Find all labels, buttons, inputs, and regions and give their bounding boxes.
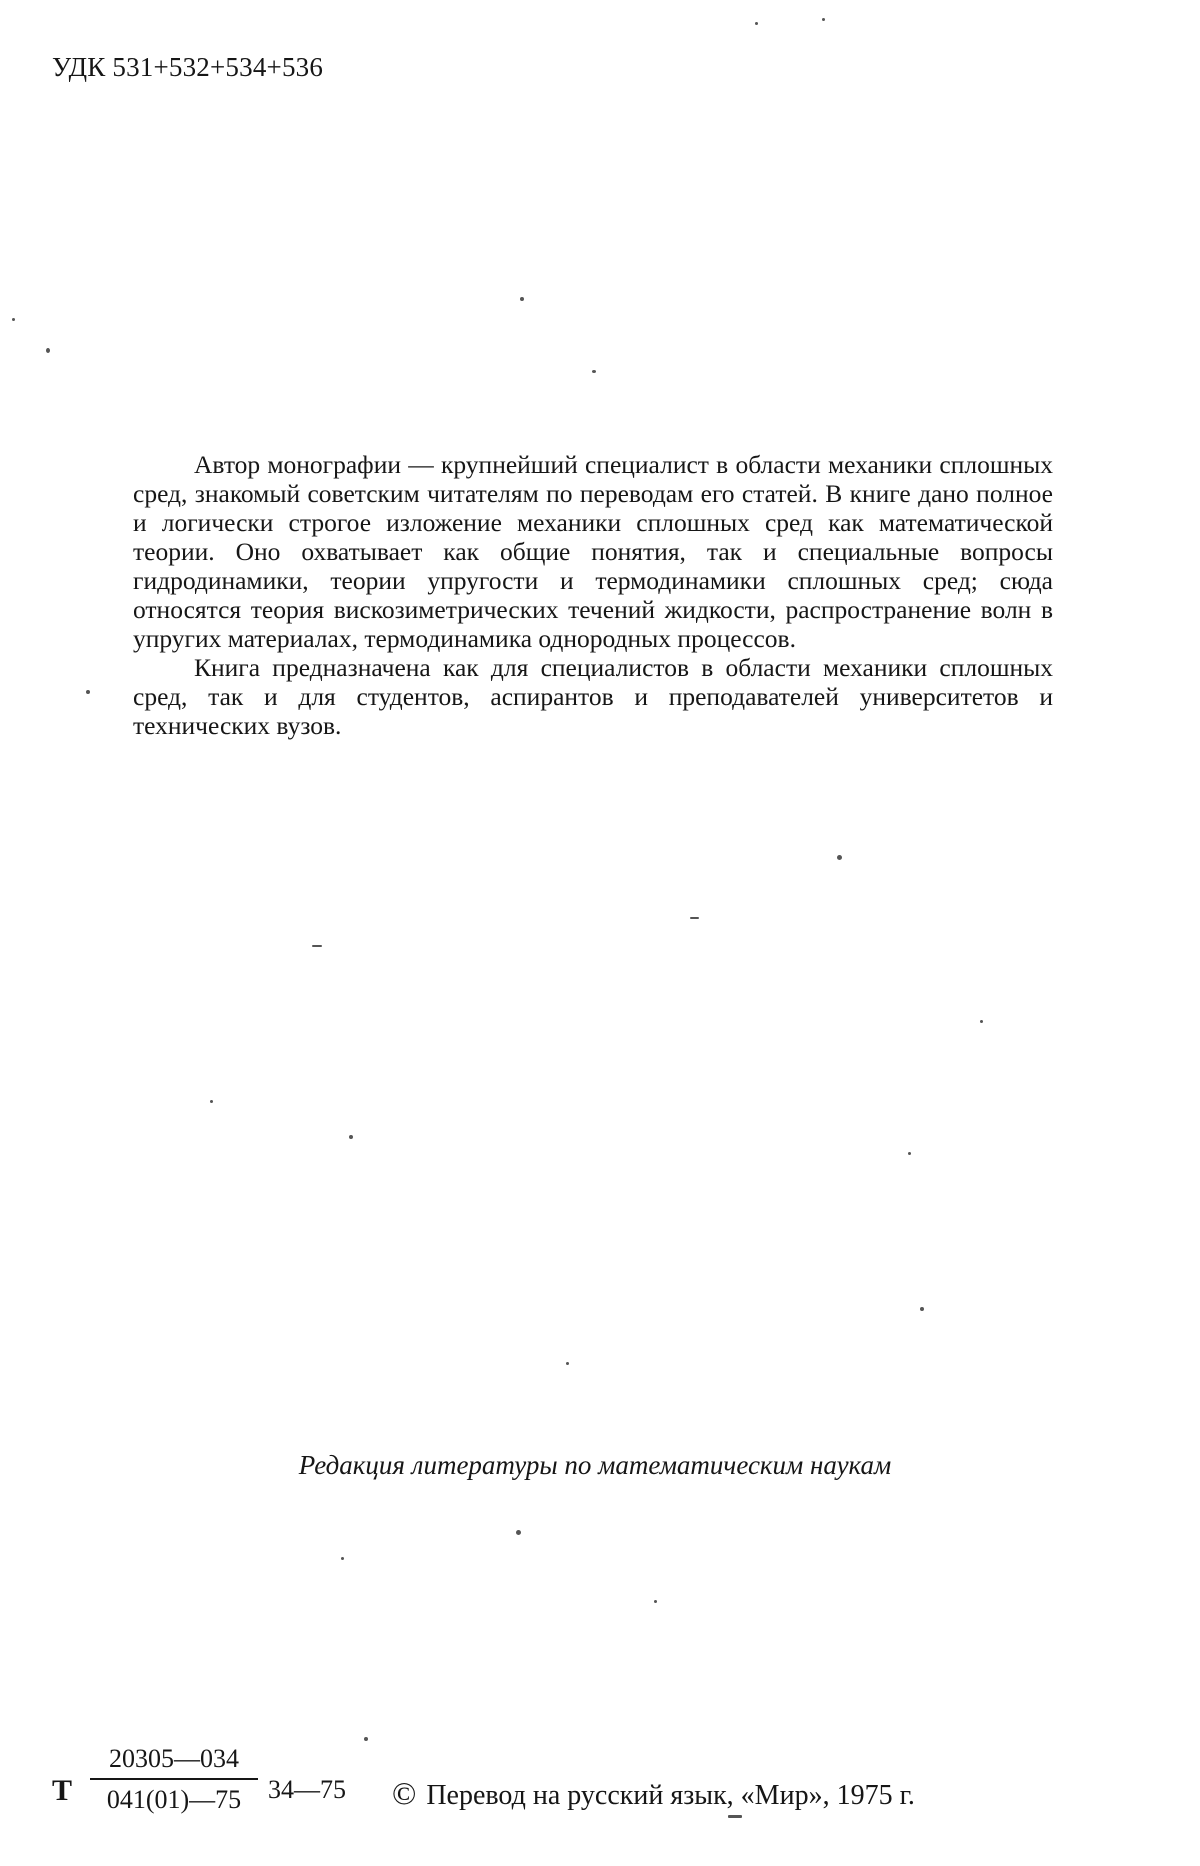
scan-speck (592, 370, 596, 373)
scan-speck (822, 18, 825, 21)
copyright-icon: © (392, 1775, 417, 1811)
scan-speck (86, 690, 90, 694)
scan-speck (980, 1020, 983, 1023)
imprint-index-numerator: 20305—034 (109, 1744, 239, 1773)
scan-speck (349, 1135, 353, 1139)
editorial-office-text: Редакция литературы по математическим наукам (298, 1450, 892, 1480)
scan-speck (654, 1600, 657, 1603)
fraction-bar (90, 1778, 258, 1780)
imprint-index-fraction (90, 1742, 258, 1817)
imprint-index-denominator: 041(01)—75 (106, 1785, 242, 1814)
annotation-paragraph-1: Автор монографии — крупнейший специалист в области механики сплошных сред, знакомый советским читателям по переводам его статей. В книге дано полное и логически строгое изложение механики сплошных сред как математической теории. Оно охватывает как общие понятия, так и специальные вопросы гидродинамики, теории упругости и термодинамики сплошных сред; сюда относятся теория вискозиметрических течений жидкости, распространение волн в упругих материалах, термодинамика однородных процессов. (133, 450, 1053, 653)
copyright-notice (392, 1775, 915, 1812)
annotation-block (133, 450, 1053, 740)
scan-speck (690, 917, 699, 919)
scan-speck (364, 1737, 368, 1741)
scan-speck (755, 22, 758, 25)
scan-speck (566, 1362, 569, 1365)
scan-speck (920, 1307, 924, 1311)
scan-speck (520, 297, 524, 301)
scan-speck (516, 1530, 521, 1535)
scan-speck (312, 945, 322, 947)
copyright-text: Перевод на русский язык, «Мир», 1975 г. (426, 1780, 915, 1811)
scan-speck (837, 855, 842, 860)
scan-speck (210, 1100, 213, 1103)
scan-speck (46, 348, 50, 353)
editorial-office-note (0, 1450, 1200, 1481)
imprint-code: 34—75 (268, 1775, 346, 1804)
scan-speck (341, 1557, 344, 1560)
scan-speck (908, 1152, 911, 1155)
udk-classification: УДК 531+532+534+536 (52, 52, 324, 82)
annotation-paragraph-2: Книга предназначена как для специалистов в области механики сплошных сред, так и для студентов, аспирантов и преподавателей университетов и технических вузов. (133, 653, 1053, 740)
scan-speck (12, 318, 15, 321)
imprint-letter: Т (52, 1774, 73, 1807)
scan-speck (728, 1815, 742, 1818)
